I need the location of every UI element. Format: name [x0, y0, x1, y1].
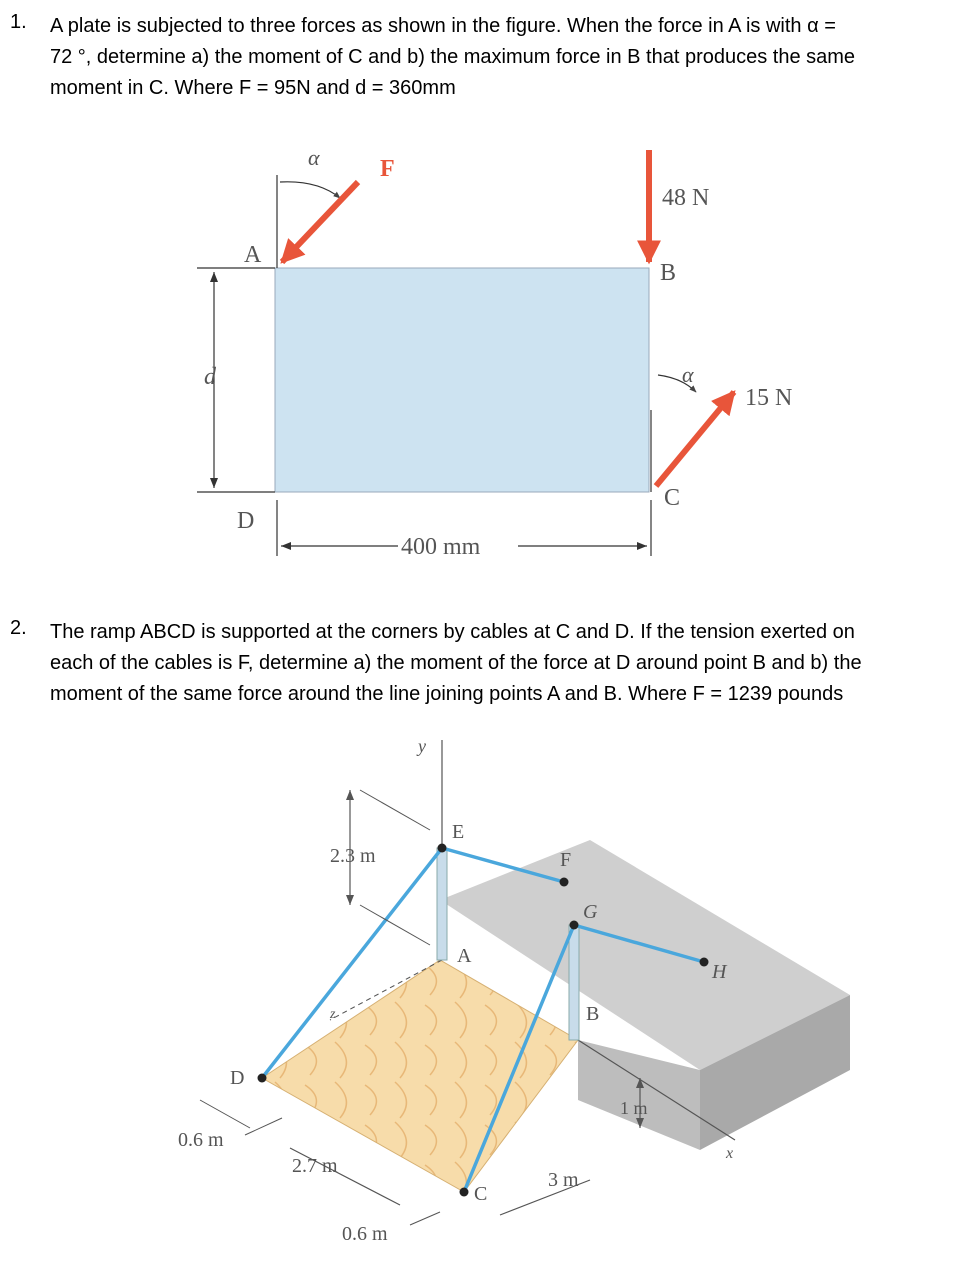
label-y: y [418, 736, 426, 756]
label-2.3m: 2.3 m [330, 845, 376, 867]
problem-number: 1. [10, 11, 27, 33]
label-D: D [237, 508, 255, 534]
label-E: E [452, 821, 465, 843]
label-3m: 3 m [548, 1169, 579, 1191]
problem-number: 2. [10, 617, 27, 639]
label-x: x [726, 1145, 734, 1162]
label-B: B [586, 1003, 600, 1025]
label-alpha-top: α [308, 145, 320, 170]
label-D: D [230, 1067, 245, 1089]
text-line: 72 °, determine a) the moment of C and b) the maximum force in B that produces the same [50, 46, 856, 68]
post-A [437, 848, 447, 960]
label-H: H [712, 961, 727, 983]
label-G: G [583, 901, 598, 923]
text-line: moment of the same force around the line joining points A and B. Where F = 1239 pounds [50, 683, 844, 705]
force-15N-arrow [656, 392, 734, 486]
plate [275, 268, 649, 492]
label-A: A [244, 242, 262, 268]
label-400mm: 400 mm [401, 534, 481, 560]
label-F: F [380, 156, 395, 182]
label-C: C [664, 485, 681, 511]
label-2.7m: 2.7 m [292, 1155, 338, 1177]
label-z: z [330, 1007, 336, 1022]
label-B: B [660, 260, 677, 286]
plate-figure [197, 145, 792, 560]
label-0.6m-left: 0.6 m [178, 1129, 224, 1151]
text-line: each of the cables is F, determine a) the moment of the force at D around point B and b) the [50, 652, 862, 674]
label-1m: 1 m [620, 1098, 648, 1118]
force-F-arrow [282, 182, 358, 262]
text-line: The ramp ABCD is supported at the corners by cables at C and D. If the tension exerted on [50, 621, 855, 643]
label-C: C [474, 1183, 488, 1205]
post-B [569, 925, 579, 1040]
label-d: d [204, 364, 216, 390]
text-line: A plate is subjected to three forces as shown in the figure. When the force in A is with α = [50, 15, 836, 37]
ramp-figure [178, 736, 850, 1245]
label-F: F [560, 849, 572, 871]
label-A: A [457, 945, 472, 967]
problem-text [50, 617, 940, 710]
label-0.6m-bottom: 0.6 m [342, 1223, 388, 1245]
label-48N: 48 N [662, 185, 710, 211]
text-line: moment in C. Where F = 95N and d = 360mm [50, 77, 456, 99]
label-15N: 15 N [745, 385, 793, 411]
label-alpha-right: α [682, 362, 694, 387]
